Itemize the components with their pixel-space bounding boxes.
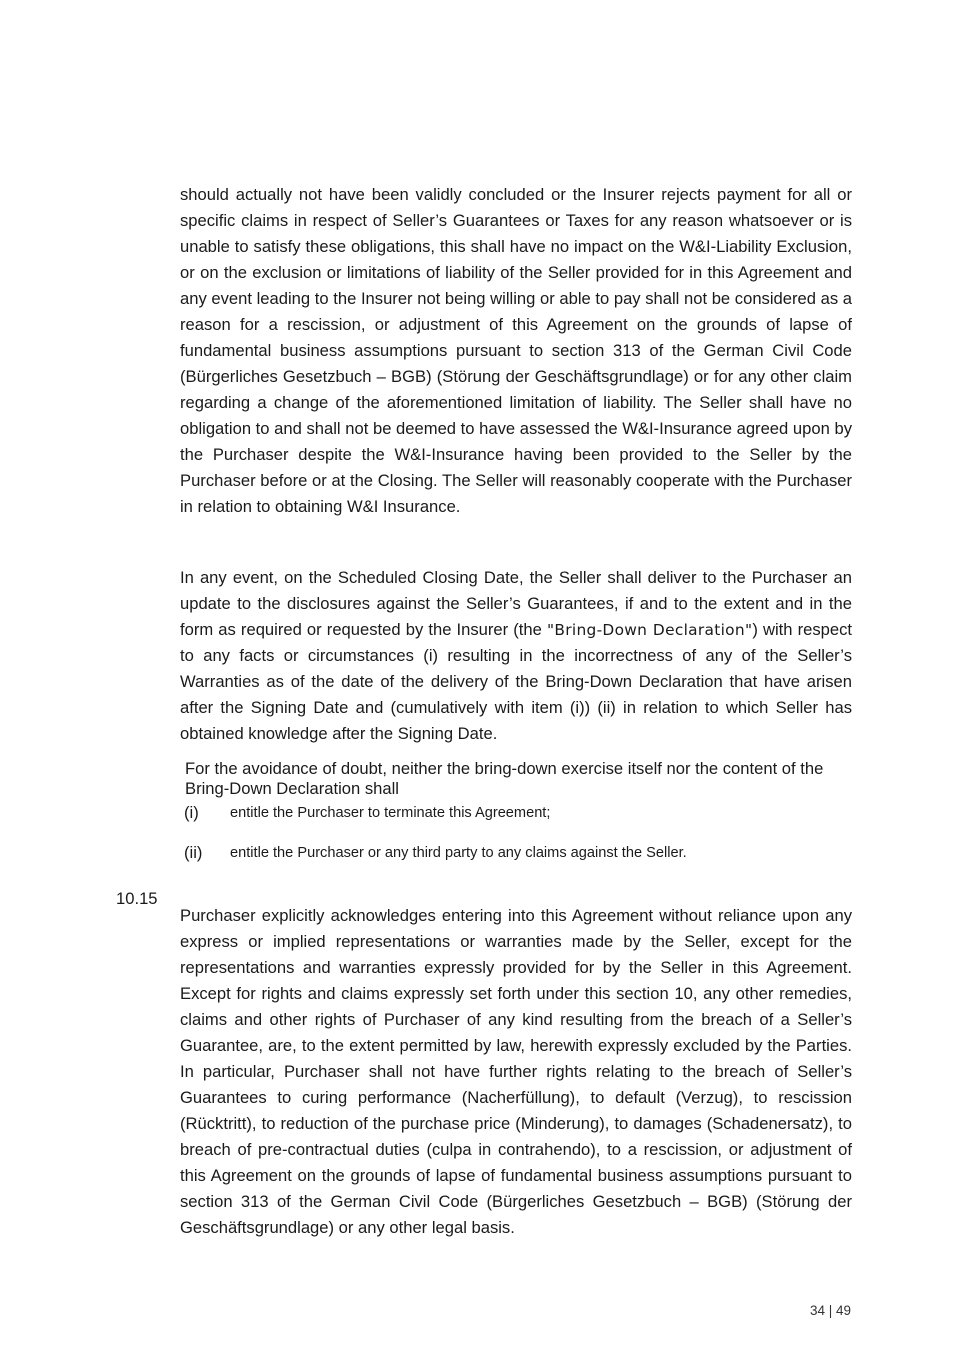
page-number: 34 | 49 (809, 1303, 851, 1318)
section-10-15-text: Purchaser explicitly acknowledges entering into this Agreement without reliance upon any express or implied representations or warranties made by the Seller, except for the representations and warranties expressly provided for by the Seller in this Agreement. Except for rights and claims expressly set forth under this section 10, any other remedies, claims and other rights of Purchaser of any kind resulting from the breach of a Seller’s Guarantee, are, to the extent permitted by law, herewith expressly excluded by the Parties. In particular, Purchaser shall not have further rights relating to the breach of Seller’s Guarantees to curing performance (Nacherfüllung), to default (Verzug), to rescission (Rücktritt), to reduction of the purchase price (Minderung), to damages (Schadenersatz), to breach of pre-contractual duties (culpa in contrahendo), to a rescission, or adjustment of this Agreement on the grounds of lapse of fundamental business assumptions pursuant to section 313 of the German Civil Code (Bürgerliches Gesetzbuch – BGB) (Störung der Geschäftsgrundlage) or any other legal basis. (180, 905, 852, 1237)
bring-down-text-before: In any event, on the Scheduled Closing Date, the Seller shall deliver to the Purchaser an update to the disclosures against the Seller’s Guarantees, if and to the extent and in the form as required or requested by the Insurer (the (180, 567, 852, 639)
section-number: 10.15 (116, 889, 158, 908)
bring-down-defined-term: "Bring-Down Declaration" (547, 620, 753, 639)
enum-label-i: (i) (184, 803, 199, 822)
enum-label-ii: (ii) (184, 843, 203, 862)
paragraph-insurance-continuation: should actually not have been validly concluded or the Insurer rejects payment for all or specific claims in respect of Seller’s Guarantees or Taxes for any reason whatsoever or is unable to satisfy these obligations, this shall have no impact on the W&I-Liability Exclusion, or on the exclusion or limitations of liability of the Seller provided for in this Agreement and any event leading to the Insurer not being willing or able to pay shall not be considered as a reason for a rescission, or adjustment of this Agreement on the grounds of lapse of fundamental business assumptions pursuant to section 313 of the German Civil Code (Bürgerliches Gesetzbuch – BGB) (Störung der Geschäftsgrundlage) or for any other claim regarding a change of the aforementioned limitation of liability. The Seller shall have no obligation to and shall not be deemed to have assessed the W&I-Insurance agreed upon by the Purchaser despite the W&I-Insurance having been provided to the Seller by the Purchaser before or at the Closing. The Seller will reasonably cooperate with the Purchaser in relation to obtaining W&I Insurance. (180, 184, 852, 516)
paragraph-bring-down (180, 565, 852, 747)
enum-item-i: entitle the Purchaser to terminate this Agreement; (230, 805, 551, 821)
bring-down-text-after: ) with respect to any facts or circumstances (i) resulting in the incorrectness of any of the Seller’s Warranties as of the date of the delivery of the Bring-Down Declaration that have arisen after the Signing Date and (cumulatively with item (i)) (ii) in relation to which Seller has obtained knowledge after the Signing Date. (180, 619, 853, 743)
paragraph-avoidance-of-doubt: For the avoidance of doubt, neither the bring-down exercise itself nor the content of the Bring-Down Declaration shall (185, 758, 824, 798)
enum-item-ii: entitle the Purchaser or any third party to any claims against the Seller. (230, 845, 687, 861)
